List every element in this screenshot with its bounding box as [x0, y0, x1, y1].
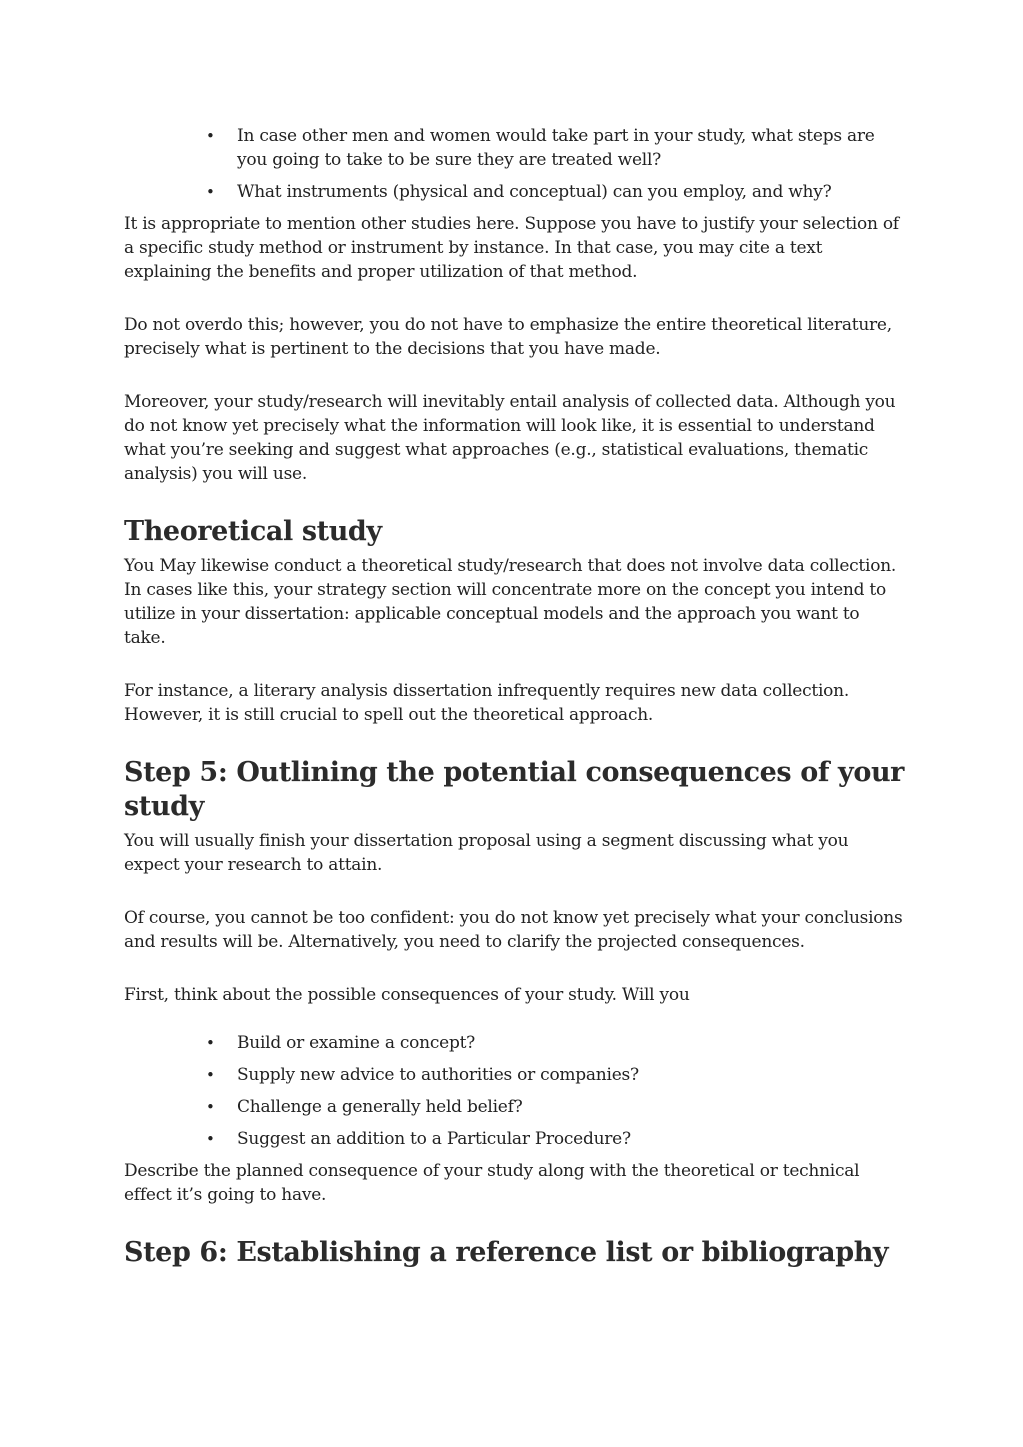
paragraph: Do not overdo this; however, you do not have to emphasize the entire theoretical literature, precisely what is pertinent to the decisions that you have made. — [124, 315, 892, 359]
list-item: • Challenge a generally held belief? — [237, 1095, 904, 1119]
list-item: • Build or examine a concept? — [237, 1031, 904, 1055]
list-item: • Suggest an addition to a Particular Procedure? — [237, 1127, 904, 1151]
document-page — [124, 124, 904, 1275]
paragraph: For instance, a literary analysis dissertation infrequently requires new data collection. However, it is still crucial to spell out the theoretical approach. — [124, 681, 849, 725]
paragraph: Of course, you cannot be too confident: you do not know yet precisely what your conclusions and results will be. Alternatively, you need to clarify the projected consequences. — [124, 908, 903, 952]
list-item: • In case other men and women would take part in your study, what steps are you going to take to be sure they are treated well? — [237, 124, 904, 172]
section-heading-step-6: Step 6: Establishing a reference list or bibliography — [124, 1237, 889, 1268]
list-item: • Supply new advice to authorities or companies? — [237, 1063, 904, 1087]
list-item: • What instruments (physical and conceptual) can you employ, and why? — [237, 180, 904, 204]
section-heading-step-5: Step 5: Outlining the potential consequences of your study — [124, 757, 905, 822]
paragraph: First, think about the possible consequences of your study. Will you — [124, 985, 690, 1005]
bullet-list-intro — [124, 124, 904, 204]
paragraph: You will usually finish your dissertation proposal using a segment discussing what you expect your research to attain. — [124, 831, 849, 875]
paragraph: It is appropriate to mention other studies here. Suppose you have to justify your selection of a specific study method or instrument by instance. In that case, you may cite a text explaining the benefits and proper utilization of that method. — [124, 214, 899, 282]
paragraph: Moreover, your study/research will inevitably entail analysis of collected data. Although you do not know yet precisely what the information will look like, it is essential to understand what you’re seeking and suggest what approaches (e.g., statistical evaluations, thematic analysis) you will use. — [124, 392, 896, 484]
section-heading-theoretical-study: Theoretical study — [124, 516, 382, 547]
paragraph: You May likewise conduct a theoretical study/research that does not involve data collection. In cases like this, your strategy section will concentrate more on the concept you intend to utilize in your dissertation: applicable conceptual models and the approach you want to take. — [124, 556, 897, 648]
bullet-list-consequences — [124, 1031, 904, 1151]
paragraph: Describe the planned consequence of your study along with the theoretical or technical effect it’s going to have. — [124, 1161, 860, 1205]
